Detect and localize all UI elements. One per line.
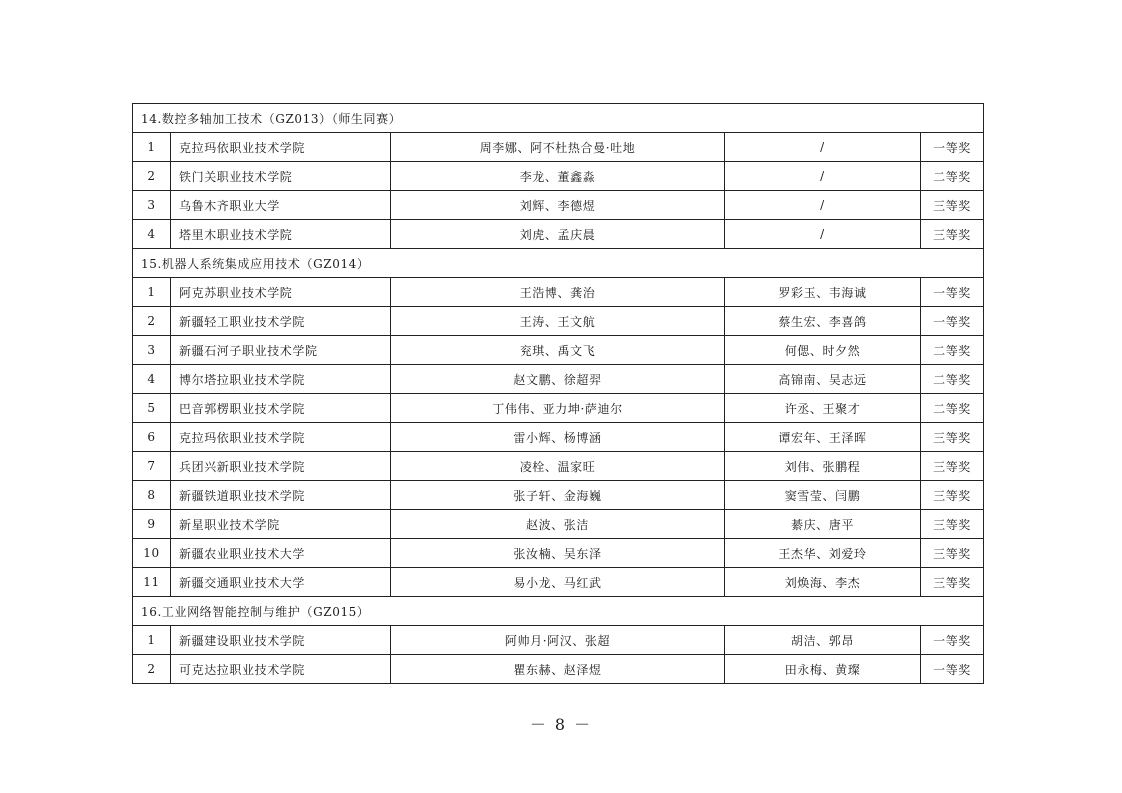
school-name: 新疆建设职业技术学院 [171, 626, 391, 655]
section-header-row [133, 597, 984, 626]
student-names: 阿帅月·阿汉、张超 [391, 626, 725, 655]
row-number: 1 [133, 278, 171, 307]
table-row [133, 278, 984, 307]
school-name: 新疆农业职业技术大学 [171, 539, 391, 568]
school-name: 新疆铁道职业技术学院 [171, 481, 391, 510]
teacher-names: / [725, 191, 921, 220]
section-header-row [133, 249, 984, 278]
award-table-body [133, 104, 984, 684]
student-names: 兖琪、禹文飞 [391, 336, 725, 365]
teacher-names: 高锦南、吴志远 [725, 365, 921, 394]
award-level: 一等奖 [921, 133, 984, 162]
teacher-names: 许丞、王聚才 [725, 394, 921, 423]
award-level: 一等奖 [921, 626, 984, 655]
table-row [133, 626, 984, 655]
school-name: 兵团兴新职业技术学院 [171, 452, 391, 481]
teacher-names: 田永梅、黄璨 [725, 655, 921, 684]
teacher-names: 蔡生宏、李喜鸽 [725, 307, 921, 336]
teacher-names: 谭宏年、王泽晖 [725, 423, 921, 452]
school-name: 乌鲁木齐职业大学 [171, 191, 391, 220]
student-names: 周李娜、阿不杜热合曼·吐地 [391, 133, 725, 162]
teacher-names: 何偲、时夕然 [725, 336, 921, 365]
student-names: 凌栓、温家旺 [391, 452, 725, 481]
award-level: 一等奖 [921, 307, 984, 336]
teacher-names: / [725, 220, 921, 249]
section-title: 16.工业网络智能控制与维护（GZ015） [133, 597, 984, 626]
table-row [133, 423, 984, 452]
school-name: 克拉玛依职业技术学院 [171, 133, 391, 162]
school-name: 新疆石河子职业技术学院 [171, 336, 391, 365]
row-number: 9 [133, 510, 171, 539]
student-names: 李龙、董鑫淼 [391, 162, 725, 191]
table-row [133, 220, 984, 249]
row-number: 7 [133, 452, 171, 481]
award-level: 三等奖 [921, 423, 984, 452]
table-row [133, 307, 984, 336]
award-level: 三等奖 [921, 220, 984, 249]
school-name: 新疆轻工职业技术学院 [171, 307, 391, 336]
teacher-names: 刘焕海、李杰 [725, 568, 921, 597]
school-name: 博尔塔拉职业技术学院 [171, 365, 391, 394]
student-names: 易小龙、马红武 [391, 568, 725, 597]
table-row [133, 394, 984, 423]
table-row [133, 481, 984, 510]
student-names: 雷小辉、杨博涵 [391, 423, 725, 452]
school-name: 铁门关职业技术学院 [171, 162, 391, 191]
student-names: 王涛、王文航 [391, 307, 725, 336]
teacher-names: / [725, 162, 921, 191]
row-number: 10 [133, 539, 171, 568]
student-names: 赵文鹏、徐超羿 [391, 365, 725, 394]
row-number: 3 [133, 336, 171, 365]
award-level: 三等奖 [921, 481, 984, 510]
teacher-names: 胡洁、郭昂 [725, 626, 921, 655]
teacher-names: / [725, 133, 921, 162]
school-name: 新星职业技术学院 [171, 510, 391, 539]
row-number: 4 [133, 220, 171, 249]
award-level: 三等奖 [921, 510, 984, 539]
teacher-names: 刘伟、张鹏程 [725, 452, 921, 481]
school-name: 巴音郭楞职业技术学院 [171, 394, 391, 423]
row-number: 3 [133, 191, 171, 220]
row-number: 8 [133, 481, 171, 510]
teacher-names: 罗彩玉、韦海诚 [725, 278, 921, 307]
table-row [133, 655, 984, 684]
page-number: － 8 － [529, 715, 593, 734]
teacher-names: 綦庆、唐平 [725, 510, 921, 539]
row-number: 6 [133, 423, 171, 452]
award-table [132, 103, 984, 684]
section-title: 15.机器人系统集成应用技术（GZ014） [133, 249, 984, 278]
school-name: 新疆交通职业技术大学 [171, 568, 391, 597]
table-row [133, 133, 984, 162]
teacher-names: 王杰华、刘爱玲 [725, 539, 921, 568]
table-row [133, 365, 984, 394]
student-names: 刘虎、孟庆晨 [391, 220, 725, 249]
table-row [133, 452, 984, 481]
section-header-row [133, 104, 984, 133]
table-row [133, 510, 984, 539]
row-number: 11 [133, 568, 171, 597]
row-number: 2 [133, 307, 171, 336]
student-names: 张汝楠、吴东泽 [391, 539, 725, 568]
award-level: 二等奖 [921, 336, 984, 365]
row-number: 1 [133, 133, 171, 162]
student-names: 张子轩、金海巍 [391, 481, 725, 510]
school-name: 可克达拉职业技术学院 [171, 655, 391, 684]
row-number: 2 [133, 162, 171, 191]
award-level: 二等奖 [921, 394, 984, 423]
school-name: 克拉玛依职业技术学院 [171, 423, 391, 452]
row-number: 4 [133, 365, 171, 394]
award-level: 二等奖 [921, 162, 984, 191]
row-number: 1 [133, 626, 171, 655]
award-level: 一等奖 [921, 278, 984, 307]
award-level: 三等奖 [921, 568, 984, 597]
student-names: 丁伟伟、亚力坤·萨迪尔 [391, 394, 725, 423]
student-names: 瞿东赫、赵泽煜 [391, 655, 725, 684]
school-name: 阿克苏职业技术学院 [171, 278, 391, 307]
school-name: 塔里木职业技术学院 [171, 220, 391, 249]
row-number: 5 [133, 394, 171, 423]
student-names: 赵波、张洁 [391, 510, 725, 539]
award-level: 三等奖 [921, 452, 984, 481]
table-row [133, 191, 984, 220]
table-row [133, 162, 984, 191]
award-level: 一等奖 [921, 655, 984, 684]
award-level: 三等奖 [921, 539, 984, 568]
table-row [133, 568, 984, 597]
row-number: 2 [133, 655, 171, 684]
award-level: 三等奖 [921, 191, 984, 220]
student-names: 刘辉、李德煜 [391, 191, 725, 220]
table-row [133, 539, 984, 568]
table-row [133, 336, 984, 365]
teacher-names: 窦雪莹、闫鹏 [725, 481, 921, 510]
award-level: 二等奖 [921, 365, 984, 394]
section-title: 14.数控多轴加工技术（GZ013）（师生同赛） [133, 104, 984, 133]
student-names: 王浩博、龚治 [391, 278, 725, 307]
